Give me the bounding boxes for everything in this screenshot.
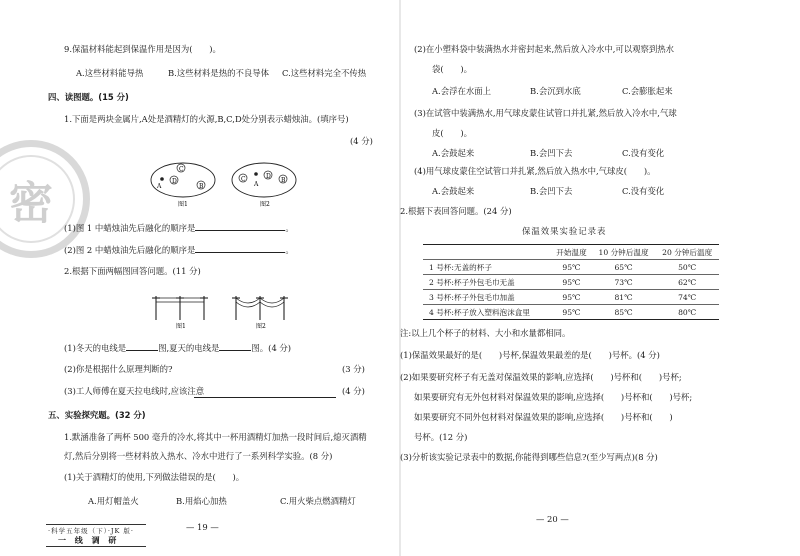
label-d-1: D	[172, 178, 177, 185]
q4-2-line-2: (2)你是根据什么原理判断的?	[64, 364, 173, 374]
q4-1-line-1-text: (1)图 1 中蜡烛油先后融化的顺序是	[64, 223, 196, 233]
flame-point-a-2	[254, 172, 258, 176]
table-cell: 2 号杯:杯子外包毛巾无盖	[423, 275, 551, 290]
question-2-1: (1)保温效果最好的是( )号杯,保温效果最差的是( )号杯。(4 分)	[400, 350, 660, 360]
fig-1-label: 图1	[178, 201, 188, 208]
question-2-2-line-c: 如果要研究不同外包材料对保温效果的影响,应选择( )号杯和( )	[414, 412, 673, 422]
label-b-2: B	[281, 177, 286, 184]
q4-2-text: 2.根据下面两幅图回答问题。(11 分)	[64, 266, 201, 276]
footer-book-title: ·科学五年级（下）·JK 版·	[48, 527, 134, 535]
q9-option-b: B.这些材料是热的不良导体	[168, 68, 269, 78]
table-cell: 85℃	[592, 305, 656, 320]
power-poles-fig-2	[232, 296, 288, 320]
sub-4-text: (4)用气球皮蒙住空试管口并扎紧,然后放入热水中,气球皮( )。	[414, 166, 656, 176]
page-number-right: — 20 —	[536, 514, 569, 524]
power-line-figures	[150, 290, 310, 330]
label-d-2: D	[266, 173, 271, 180]
table-row	[423, 305, 719, 320]
q4-2-line-2-score: (3 分)	[342, 364, 365, 374]
table-note: 注:以上几个杯子的材料、大小和水量都相同。	[400, 328, 571, 338]
q9-option-c: C.这些材料完全不传热	[282, 68, 367, 78]
q5-1-option-b: B.用焰心加热	[176, 496, 227, 506]
answer-blank[interactable]	[126, 342, 158, 351]
fig-2-label: 图2	[256, 323, 266, 330]
label-a-2: A	[254, 181, 259, 188]
q4-2-line-1	[64, 342, 291, 354]
sub-4-option-a: A.会鼓起来	[432, 186, 475, 196]
answer-blank[interactable]	[195, 244, 285, 253]
q5-1-option-a: A.用灯帽盖火	[88, 496, 139, 506]
table-cell: 80℃	[655, 305, 719, 320]
section-5-title: 五、实验探究题。(32 分)	[48, 410, 146, 420]
q4-1-line-2: (2)图 2 中蜡烛油先后融化的顺序是 。	[64, 245, 294, 255]
sub-2-text-a: (2)在小塑料袋中装满热水并密封起来,然后放入冷水中,可以观察到热水	[414, 44, 675, 54]
sub-3-option-b: B.会凹下去	[530, 148, 573, 158]
q5-1-sub-1: (1)关于酒精灯的使用,下列做法错误的是( )。	[64, 472, 245, 482]
q2-title: 2.根据下表回答问题。(24 分)	[400, 206, 512, 216]
label-c-2: C	[241, 176, 246, 183]
footer-series: 一 线 调 研	[58, 535, 120, 545]
table-header: 10 分钟后温度	[592, 245, 656, 260]
q5-1-option-c: C.用火柴点燃酒精灯	[280, 496, 356, 506]
table-row	[423, 290, 719, 305]
table-cell: 65℃	[592, 260, 656, 275]
page-fold	[399, 0, 401, 556]
sub-2-text-b: 袋( )。	[432, 64, 473, 74]
table-cell: 95℃	[551, 275, 591, 290]
label-a-1: A	[157, 183, 162, 190]
table-cell: 1 号杯:无盖的杯子	[423, 260, 551, 275]
power-poles-fig-1	[152, 296, 208, 320]
sub-3-text-b: 皮( )。	[432, 128, 473, 138]
sub-3-option-a: A.会鼓起来	[432, 148, 475, 158]
sub-4-option-b: B.会凹下去	[530, 186, 573, 196]
fig-1-label: 图1	[176, 323, 186, 330]
table-header-row	[423, 245, 719, 260]
q4-2-line-1a: (1)冬天的电线是	[64, 343, 127, 353]
sub-2-option-b: B.会沉到水底	[530, 86, 581, 96]
page-number-left: — 19 —	[186, 522, 219, 532]
question-2-2-line-d: 号杯。(12 分)	[414, 432, 468, 442]
answer-blank[interactable]	[219, 342, 251, 351]
table-cell: 4 号杯:杯子放入塑料泡沫盒里	[423, 305, 551, 320]
footer-rule-bottom	[46, 546, 146, 547]
answer-blank[interactable]	[195, 222, 285, 231]
table-row	[423, 260, 719, 275]
watermark-stamp: 密	[0, 140, 90, 258]
table-cell: 50℃	[655, 260, 719, 275]
table-cell: 62℃	[655, 275, 719, 290]
q4-1-line-1: (1)图 1 中蜡烛油先后融化的顺序是 。	[64, 223, 294, 233]
question-2-2-line-a: (2)如果要研究杯子有无盖对保温效果的影响,应选择( )号杯和( )号杯;	[400, 372, 682, 382]
q9-question: 9.保温材料能起到保温作用是因为( )。	[64, 44, 221, 54]
sub-2-option-a: A.会浮在水面上	[432, 86, 491, 96]
table-cell: 73℃	[592, 275, 656, 290]
table-cell: 95℃	[551, 260, 591, 275]
footer-rule-top	[46, 524, 146, 525]
table-cell: 3 号杯:杯子外包毛巾加盖	[423, 290, 551, 305]
table-caption: 保温效果实验记录表	[522, 226, 607, 236]
table-cell: 95℃	[551, 290, 591, 305]
q4-2-line-1b: 图,夏天的电线是	[158, 343, 220, 353]
table-cell: 95℃	[551, 305, 591, 320]
flame-point-a-1	[160, 177, 164, 181]
table-row	[423, 275, 719, 290]
question-2-3: (3)分析该实验记录表中的数据,你能得到哪些信息?(至少写两点)(8 分)	[400, 452, 658, 462]
q4-1-text: 1.下面是两块金属片,A处是酒精灯的火源,B,C,D处分别表示蜡烛油。(填序号)	[64, 114, 349, 124]
sub-2-option-c: C.会膨胀起来	[622, 86, 673, 96]
q4-1-score: (4 分)	[350, 136, 373, 146]
q4-2-line-3: (3)工人师傅在夏天拉电线时,应该注意	[64, 386, 205, 396]
fig-2-label: 图2	[260, 201, 270, 208]
sub-3-text-a: (3)在试管中装满热水,用气球皮蒙住试管口并扎紧,然后放入冷水中,气球	[414, 108, 677, 118]
table-header: 20 分钟后温度	[655, 245, 719, 260]
q5-1-text-b: 灯,然后分别将一些材料放入热水、冷水中进行了一系列科学实验。(8 分)	[64, 451, 333, 461]
sub-3-option-c: C.没有变化	[622, 148, 665, 158]
q4-1-line-2-text: (2)图 2 中蜡烛油先后融化的顺序是	[64, 245, 196, 255]
table-cell: 81℃	[592, 290, 656, 305]
q5-1-text-a: 1.默涵准备了两杯 500 毫升的冷水,将其中一杯用酒精灯加热一段时间后,熄灭酒精	[64, 432, 367, 442]
table-header: 开始温度	[551, 245, 591, 260]
q9-option-a: A.这些材料能导热	[76, 68, 144, 78]
experiment-record-table	[423, 244, 719, 320]
q4-2-line-3-score: (4 分)	[342, 386, 365, 396]
question-2-2-line-b: 如果要研究有无外包材料对保温效果的影响,应选择( )号杯和( )号杯;	[414, 392, 693, 402]
table-cell: 74℃	[655, 290, 719, 305]
q4-2-line-1c: 图。(4 分)	[251, 343, 292, 353]
answer-blank[interactable]	[194, 389, 336, 398]
label-b-1: B	[199, 183, 204, 190]
sub-4-option-c: C.没有变化	[622, 186, 665, 196]
table-header	[423, 245, 551, 260]
section-4-title: 四、读图题。(15 分)	[48, 92, 129, 102]
metal-sheet-figures	[150, 158, 310, 210]
label-c-1: C	[179, 166, 184, 173]
